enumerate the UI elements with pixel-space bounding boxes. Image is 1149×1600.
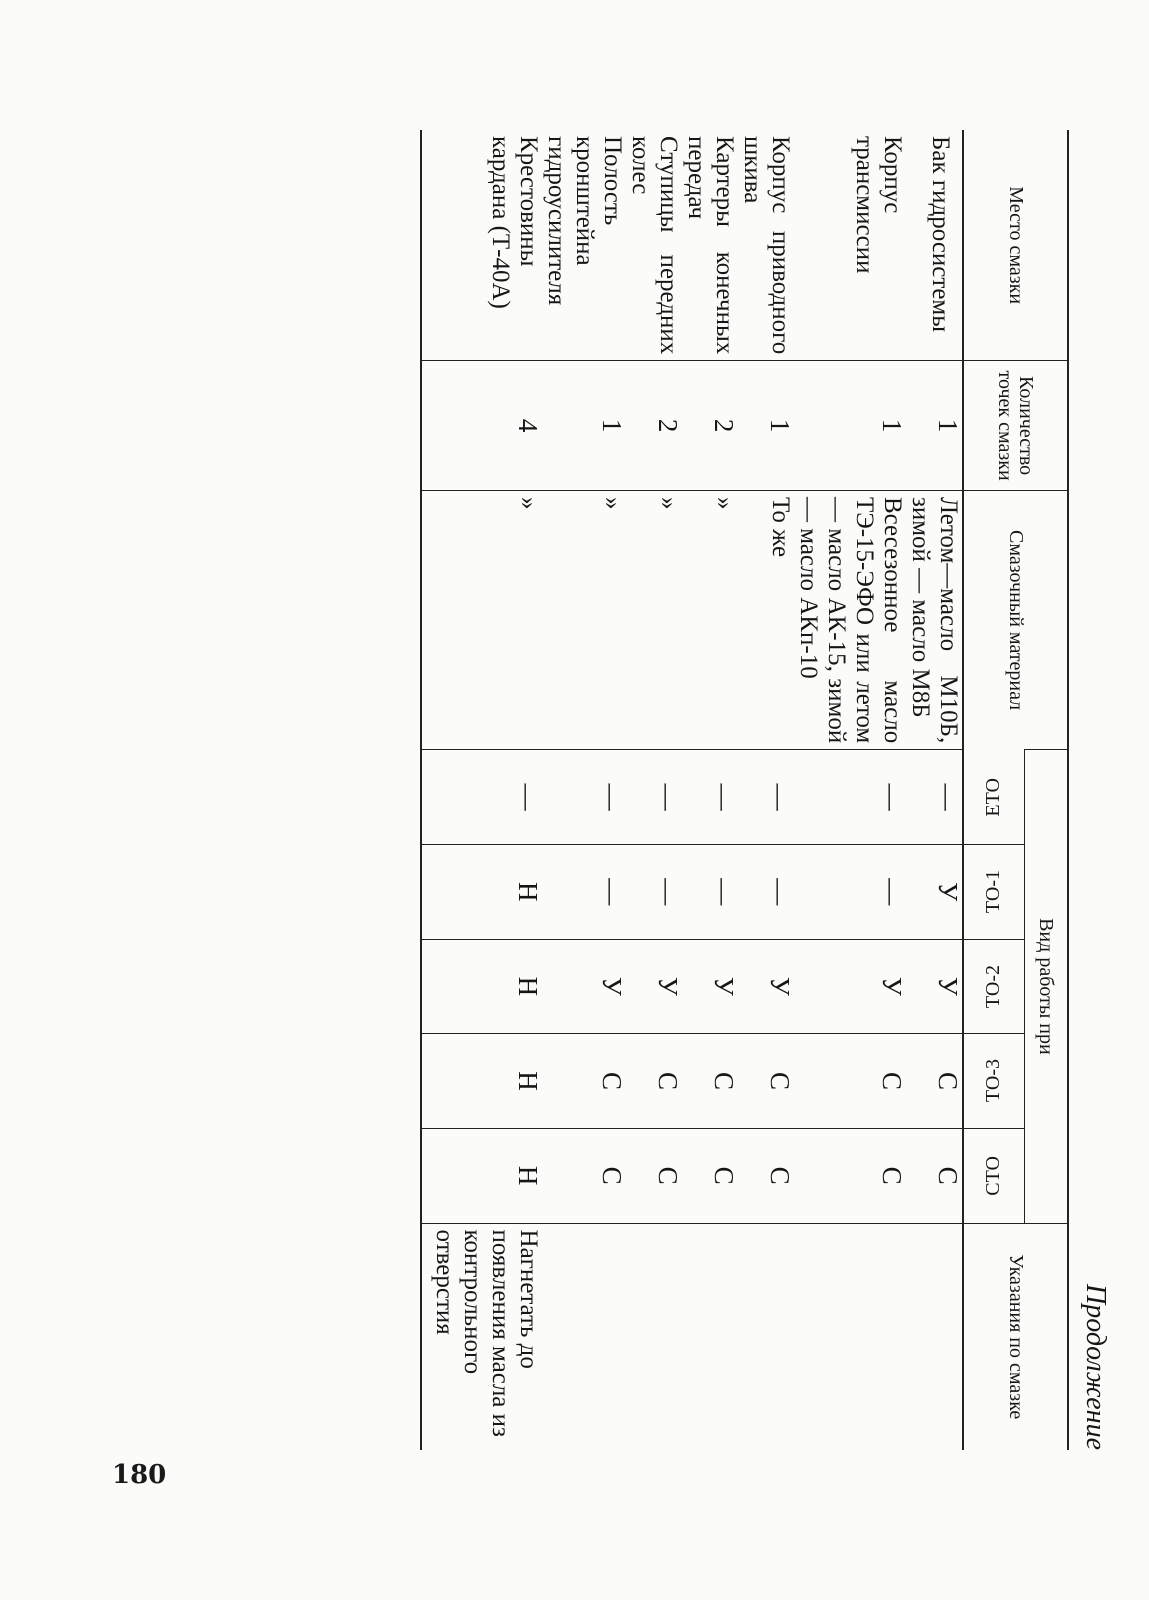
cell-to3: С — [682, 1034, 738, 1129]
cell-notes — [682, 1223, 738, 1450]
cell-to1: — — [794, 844, 906, 939]
lubrication-table — [420, 130, 1069, 1450]
cell-place: Бак гидросистемы — [927, 136, 954, 333]
cell-to2: У — [626, 939, 682, 1034]
cell-material: То же — [738, 490, 794, 749]
cell-place: Картеры конечных передач — [683, 136, 738, 355]
cell-points: 2 — [626, 361, 682, 491]
header-to2: ТО-2 — [963, 939, 1025, 1034]
cell-eto: — — [794, 750, 906, 845]
cell-place: Крестовины кардана (Т-40А) — [421, 130, 542, 361]
header-points: Количество точек смазки — [963, 361, 1068, 491]
cell-to3: С — [794, 1034, 906, 1129]
cell-place: Корпус приводного шкива — [739, 136, 794, 355]
cell-material: » — [421, 490, 542, 749]
cell-notes: Нагнетать до появления масла из контрольного отверстия — [421, 1223, 542, 1450]
cell-to3: С — [738, 1034, 794, 1129]
cell-to2: Н — [421, 939, 542, 1034]
table-row — [738, 130, 794, 1450]
cell-points: 2 — [682, 361, 738, 491]
cell-eto: — — [906, 750, 963, 845]
table-row — [906, 130, 963, 1450]
cell-eto: — — [738, 750, 794, 845]
table-row — [794, 130, 906, 1450]
cell-to3: С — [542, 1034, 626, 1129]
cell-to1: — — [542, 844, 626, 939]
cell-to1: — — [682, 844, 738, 939]
cell-notes — [794, 1223, 906, 1450]
cell-eto: — — [682, 750, 738, 845]
cell-points: 1 — [906, 361, 963, 491]
cell-material: Летом—масло М10Б, зимой — масло М8Б — [906, 490, 963, 749]
table-row — [542, 130, 626, 1450]
cell-eto: — — [421, 750, 542, 845]
cell-place: Полость кронштейна гидроусилителя — [543, 136, 626, 306]
header-to1: ТО-1 — [963, 844, 1025, 939]
cell-points: 1 — [738, 361, 794, 491]
cell-to1: — — [738, 844, 794, 939]
header-place: Место смазки — [963, 130, 1068, 361]
cell-to1: — — [626, 844, 682, 939]
cell-material: » — [626, 490, 682, 749]
cell-notes — [738, 1223, 794, 1450]
cell-sto: С — [626, 1128, 682, 1223]
cell-to1: У — [906, 844, 963, 939]
table-body — [421, 130, 963, 1450]
cell-place: Ступицы передних колес — [627, 136, 682, 355]
table-row — [682, 130, 738, 1450]
cell-points: 4 — [421, 361, 542, 491]
cell-material: » — [542, 490, 626, 749]
cell-to1: Н — [421, 844, 542, 939]
cell-sto: С — [542, 1128, 626, 1223]
cell-eto: — — [542, 750, 626, 845]
cell-to2: У — [794, 939, 906, 1034]
cell-sto: С — [738, 1128, 794, 1223]
header-sto: СТО — [963, 1128, 1025, 1223]
cell-to3: С — [626, 1034, 682, 1129]
continuation-label: Продолжение — [1080, 1284, 1111, 1450]
cell-to2: У — [542, 939, 626, 1034]
rotated-table-block — [134, 130, 1109, 1450]
header-work-type: Вид работы при — [1025, 750, 1069, 1223]
cell-eto: — — [626, 750, 682, 845]
header-notes: Указания по смазке — [963, 1223, 1068, 1450]
table-row — [626, 130, 682, 1450]
cell-notes — [906, 1223, 963, 1450]
cell-sto: Н — [421, 1128, 542, 1223]
cell-sto: С — [682, 1128, 738, 1223]
cell-points: 1 — [794, 361, 906, 491]
cell-to2: У — [682, 939, 738, 1034]
cell-to3: С — [906, 1034, 963, 1129]
cell-to2: У — [738, 939, 794, 1034]
cell-material: Всесезонное масло ТЭ-15-ЭФО или летом — масло АК-15, зимой — масло АКп-10 — [794, 490, 906, 749]
header-eto: ЕТО — [963, 750, 1025, 845]
cell-to3: Н — [421, 1034, 542, 1129]
cell-to2: У — [906, 939, 963, 1034]
cell-material: » — [682, 490, 738, 749]
cell-sto: С — [906, 1128, 963, 1223]
table-row — [421, 130, 542, 1450]
cell-notes — [542, 1223, 626, 1450]
header-material: Смазочный материал — [963, 490, 1068, 749]
cell-points: 1 — [542, 361, 626, 491]
page-number: 180 — [112, 1460, 167, 1490]
header-to3: ТО-3 — [963, 1034, 1025, 1129]
cell-sto: С — [794, 1128, 906, 1223]
cell-place: Корпус трансмиссии — [851, 136, 906, 274]
cell-notes — [626, 1223, 682, 1450]
